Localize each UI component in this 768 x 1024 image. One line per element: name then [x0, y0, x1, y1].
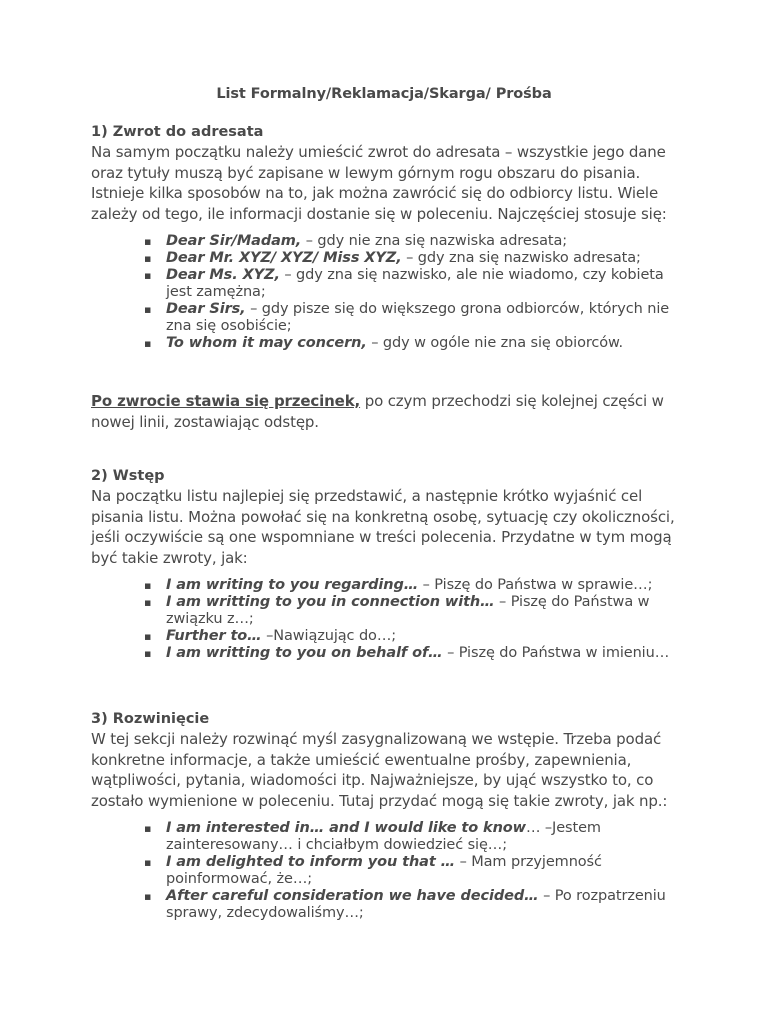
list-item	[91, 250, 691, 267]
phrase-term: I am interested in… and I would like to know	[166, 820, 526, 836]
bullet-icon: ▪	[144, 630, 152, 643]
section-paragraph: W tej sekcji należy rozwinąć myśl zasygnalizowaną we wstępie. Trzeba podać konkretne informacje, a także umieścić ewentualne prośby, zapewnienia, wątpliwości, pytania, wiadomości itp. Najważniejsze, by ująć wszystko to, co zostało wymienione w poleceniu. Tutaj przydać mogą się takie zwroty, jak np.:	[91, 730, 668, 810]
bullet-icon: ▪	[144, 822, 152, 835]
phrase-term: Dear Sir/Madam,	[166, 233, 302, 249]
document-title: List Formalny/Reklamacja/Skarga/ Prośba	[216, 86, 552, 102]
section-paragraph: Na początku listu najlepiej się przedstawić, a następnie krótko wyjaśnić cel pisania listu. Można powołać się na konkretną osobę, sytuację czy okoliczności, jeśli oczywiście są one wspomniane w treści polecenia. Przydatne w tym mogą być takie zwroty, jak:	[91, 487, 675, 567]
bullet-list	[91, 820, 691, 922]
phrase-desc: – Piszę do Państwa w imieniu…	[442, 645, 670, 661]
phrase-desc: – Piszę do Państwa w sprawie…;	[418, 577, 653, 593]
phrase-desc: – Mam przyjemność poinformować, że…;	[166, 854, 602, 887]
list-item	[91, 628, 691, 645]
phrase-desc: –Nawiązując do…;	[261, 628, 396, 644]
phrase-term: Dear Sirs,	[166, 301, 246, 317]
phrase-term: Dear Mr. XYZ/ XYZ/ Miss XYZ,	[166, 250, 402, 266]
list-item	[91, 267, 691, 301]
section-address	[91, 122, 691, 352]
list-item	[91, 854, 691, 888]
section-heading: 1) Zwrot do adresata	[91, 124, 264, 140]
underlined-phrase: Po zwrocie stawia się przecinek,	[91, 392, 361, 410]
phrase-term: After careful consideration we have decided…	[166, 888, 539, 904]
bullet-icon: ▪	[144, 890, 152, 903]
bullet-list	[91, 577, 691, 662]
bullet-icon: ▪	[144, 252, 152, 265]
phrase-desc: – Po rozpatrzeniu sprawy, zdecydowaliśmy…;	[166, 888, 666, 921]
comma-note-paragraph	[91, 391, 691, 432]
bullet-icon: ▪	[144, 596, 152, 609]
list-item	[91, 577, 691, 594]
phrase-term: I am writting to you in connection with…	[166, 594, 495, 610]
bullet-icon: ▪	[144, 303, 152, 316]
section-paragraph: Na samym początku należy umieścić zwrot do adresata – wszystkie jego dane oraz tytuły muszą być zapisane w lewym górnym rogu obszaru do pisania. Istnieje kilka sposobów na to, jak można zawrócić się do odbiorcy listu. Wiele zależy od tego, ile informacji dostanie się w poleceniu. Najczęściej stosuje się:	[91, 143, 667, 223]
list-item	[91, 645, 691, 662]
phrase-desc: – Piszę do Państwa w związku z…;	[166, 594, 650, 627]
bullet-icon: ▪	[144, 856, 152, 869]
list-item	[91, 335, 691, 352]
section-development	[91, 709, 691, 922]
phrase-desc: – gdy zna się nazwisko, ale nie wiadomo, czy kobieta jest zamężna;	[166, 267, 664, 300]
bullet-icon: ▪	[144, 235, 152, 248]
list-item	[91, 820, 691, 854]
phrase-desc: … –Jestem zainteresowany… i chciałbym dowiedzieć się…;	[166, 820, 601, 853]
bullet-icon: ▪	[144, 579, 152, 592]
phrase-term: Dear Ms. XYZ,	[166, 267, 280, 283]
section-introduction	[91, 466, 691, 662]
bullet-icon: ▪	[144, 269, 152, 282]
phrase-term: I am writing to you regarding…	[166, 577, 419, 593]
phrase-term: I am writting to you on behalf of…	[166, 645, 443, 661]
list-item	[91, 301, 691, 335]
phrase-desc: – gdy nie zna się nazwiska adresata;	[301, 233, 568, 249]
phrase-desc: – gdy w ogóle nie zna się obiorców.	[366, 335, 623, 351]
comma-note-text: po czym przechodzi się kolejnej części w nowej linii, zostawiając odstęp.	[91, 392, 664, 431]
comma-note	[91, 391, 691, 432]
phrase-term: Further to…	[166, 628, 262, 644]
section-heading: 3) Rozwinięcie	[91, 711, 210, 727]
phrase-term: To whom it may concern,	[166, 335, 367, 351]
bullet-list	[91, 233, 691, 352]
list-item	[91, 233, 691, 250]
section-heading: 2) Wstęp	[91, 468, 165, 484]
list-item	[91, 888, 691, 922]
bullet-icon: ▪	[144, 647, 152, 660]
phrase-desc: – gdy pisze się do większego grona odbiorców, których nie zna się osobiście;	[166, 301, 670, 334]
phrase-desc: – gdy zna się nazwisko adresata;	[401, 250, 641, 266]
bullet-icon: ▪	[144, 337, 152, 350]
list-item	[91, 594, 691, 628]
phrase-term: I am delighted to inform you that …	[166, 854, 456, 870]
